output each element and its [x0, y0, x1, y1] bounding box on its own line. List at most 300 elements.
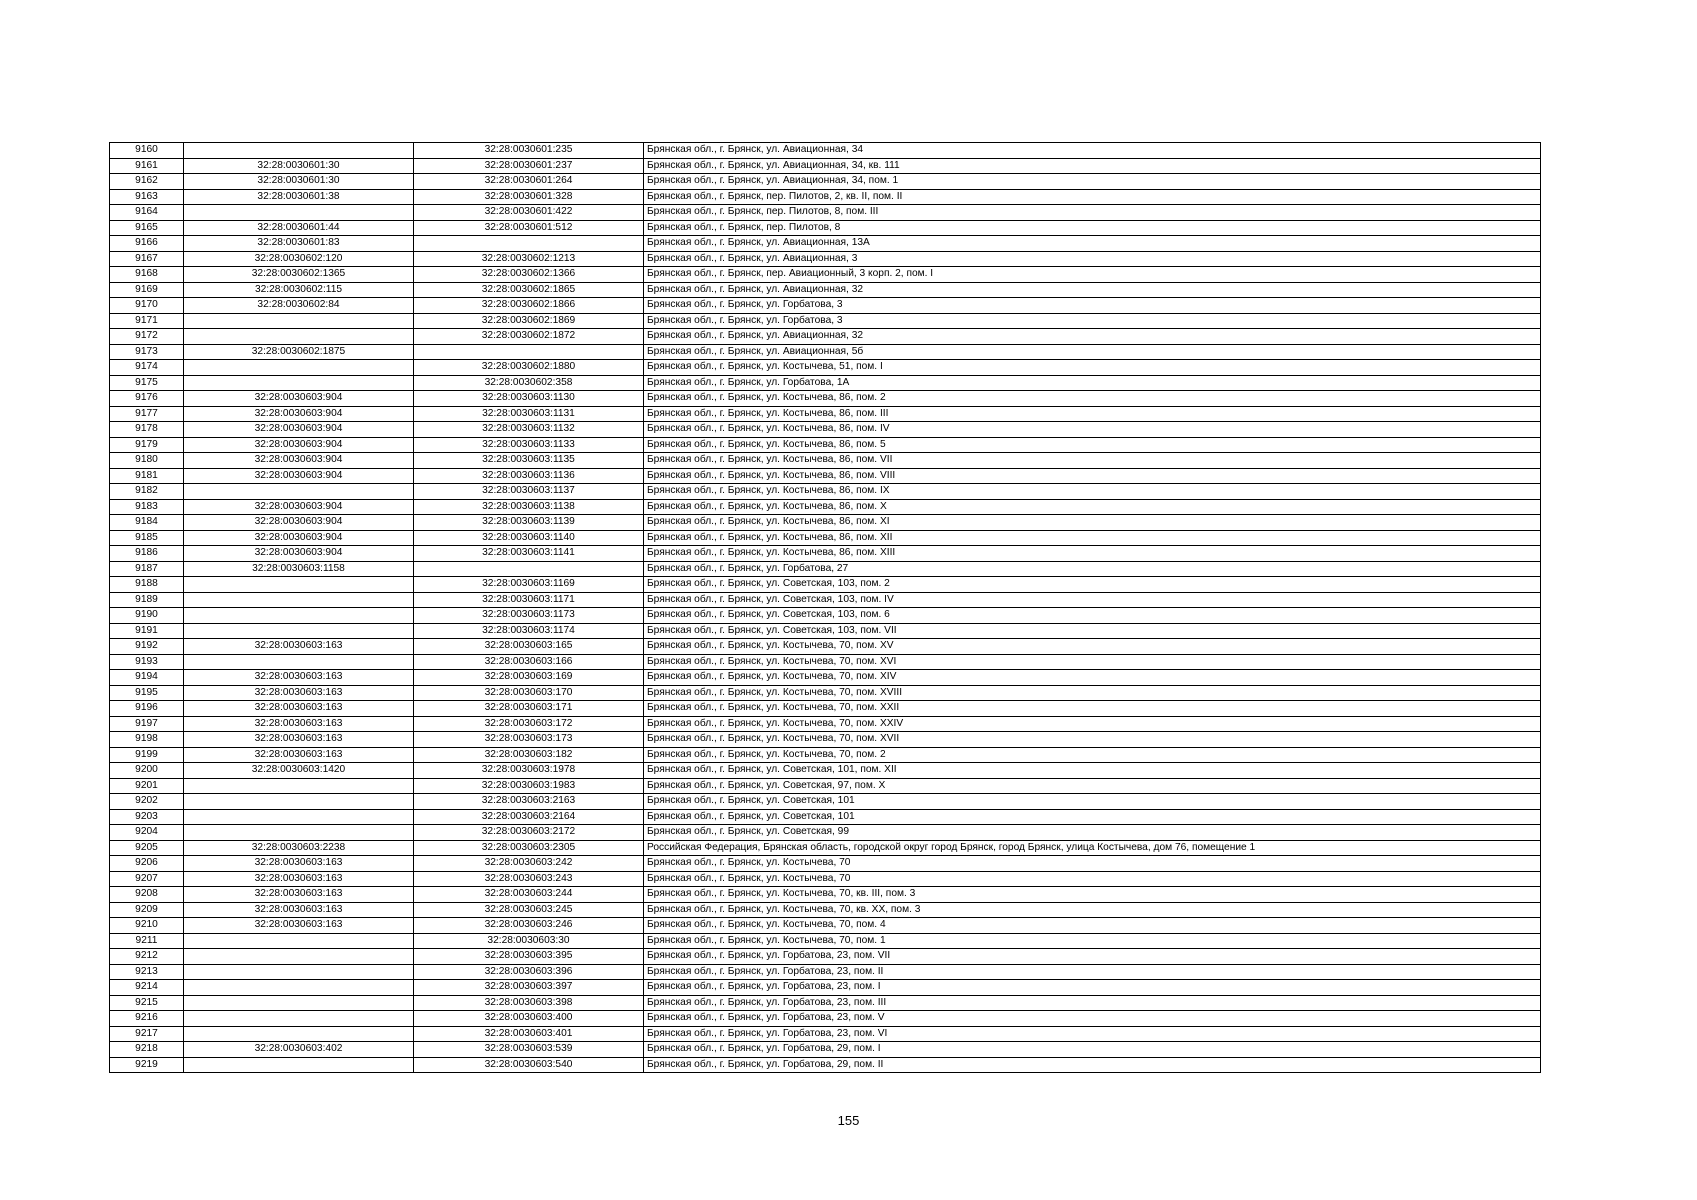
address-cell: Брянская обл., г. Брянск, ул. Костычева, 86, пом. VII [644, 453, 1541, 469]
table-row [110, 871, 1541, 887]
row-number-cell: 9177 [110, 406, 184, 422]
parent-cadastral-number-cell: 32:28:0030603:904 [184, 515, 414, 531]
row-number-cell: 9213 [110, 964, 184, 980]
row-number-cell: 9163 [110, 189, 184, 205]
row-number-cell: 9189 [110, 592, 184, 608]
cadastral-number-cell: 32:28:0030603:540 [414, 1057, 644, 1073]
parent-cadastral-number-cell: 32:28:0030601:38 [184, 189, 414, 205]
cadastral-number-cell: 32:28:0030603:173 [414, 732, 644, 748]
row-number-cell: 9164 [110, 205, 184, 221]
cadastral-number-cell: 32:28:0030603:172 [414, 716, 644, 732]
table-row [110, 701, 1541, 717]
cadastral-number-cell [414, 561, 644, 577]
row-number-cell: 9205 [110, 840, 184, 856]
table-row [110, 484, 1541, 500]
table-row [110, 763, 1541, 779]
row-number-cell: 9171 [110, 313, 184, 329]
table-row [110, 577, 1541, 593]
address-cell: Брянская обл., г. Брянск, ул. Костычева, 86, пом. IV [644, 422, 1541, 438]
parent-cadastral-number-cell: 32:28:0030603:163 [184, 639, 414, 655]
table-row [110, 732, 1541, 748]
cadastral-number-cell: 32:28:0030603:539 [414, 1042, 644, 1058]
row-number-cell: 9207 [110, 871, 184, 887]
table-row [110, 298, 1541, 314]
table-row [110, 980, 1541, 996]
parent-cadastral-number-cell: 32:28:0030603:163 [184, 747, 414, 763]
row-number-cell: 9202 [110, 794, 184, 810]
cadastral-number-cell: 32:28:0030602:1880 [414, 360, 644, 376]
parent-cadastral-number-cell: 32:28:0030602:120 [184, 251, 414, 267]
address-cell: Брянская обл., г. Брянск, ул. Советская, 103, пом. VII [644, 623, 1541, 639]
cadastral-number-cell: 32:28:0030603:395 [414, 949, 644, 965]
parent-cadastral-number-cell: 32:28:0030602:84 [184, 298, 414, 314]
parent-cadastral-number-cell: 32:28:0030603:1158 [184, 561, 414, 577]
cadastral-number-cell: 32:28:0030603:1130 [414, 391, 644, 407]
row-number-cell: 9196 [110, 701, 184, 717]
row-number-cell: 9192 [110, 639, 184, 655]
parent-cadastral-number-cell: 32:28:0030601:30 [184, 174, 414, 190]
address-cell: Брянская обл., г. Брянск, ул. Костычева, 70, пом. 2 [644, 747, 1541, 763]
parent-cadastral-number-cell [184, 949, 414, 965]
row-number-cell: 9209 [110, 902, 184, 918]
address-cell: Брянская обл., г. Брянск, ул. Советская, 103, пом. 6 [644, 608, 1541, 624]
table-row [110, 608, 1541, 624]
address-cell: Брянская обл., г. Брянск, ул. Советская, 97, пом. X [644, 778, 1541, 794]
parent-cadastral-number-cell [184, 360, 414, 376]
table-row [110, 375, 1541, 391]
row-number-cell: 9166 [110, 236, 184, 252]
parent-cadastral-number-cell [184, 1026, 414, 1042]
table-row [110, 902, 1541, 918]
address-cell: Брянская обл., г. Брянск, ул. Горбатова, 27 [644, 561, 1541, 577]
cadastral-number-cell: 32:28:0030603:2164 [414, 809, 644, 825]
cadastral-number-cell: 32:28:0030602:1869 [414, 313, 644, 329]
cadastral-number-cell: 32:28:0030603:246 [414, 918, 644, 934]
table-row [110, 515, 1541, 531]
table-row [110, 933, 1541, 949]
parent-cadastral-number-cell: 32:28:0030601:83 [184, 236, 414, 252]
cadastral-number-cell: 32:28:0030602:1872 [414, 329, 644, 345]
row-number-cell: 9197 [110, 716, 184, 732]
cadastral-number-cell [414, 236, 644, 252]
table-row [110, 205, 1541, 221]
table-row [110, 809, 1541, 825]
row-number-cell: 9200 [110, 763, 184, 779]
table-row [110, 499, 1541, 515]
parent-cadastral-number-cell [184, 794, 414, 810]
address-cell: Брянская обл., г. Брянск, ул. Костычева, 86, пом. XI [644, 515, 1541, 531]
parent-cadastral-number-cell [184, 964, 414, 980]
parent-cadastral-number-cell: 32:28:0030603:163 [184, 670, 414, 686]
row-number-cell: 9216 [110, 1011, 184, 1027]
row-number-cell: 9167 [110, 251, 184, 267]
parent-cadastral-number-cell: 32:28:0030602:1365 [184, 267, 414, 283]
address-cell: Брянская обл., г. Брянск, ул. Горбатова, 23, пом. VII [644, 949, 1541, 965]
parent-cadastral-number-cell: 32:28:0030603:904 [184, 530, 414, 546]
cadastral-number-cell: 32:28:0030602:1866 [414, 298, 644, 314]
address-cell: Брянская обл., г. Брянск, ул. Советская, 103, пом. 2 [644, 577, 1541, 593]
table-row [110, 840, 1541, 856]
parent-cadastral-number-cell: 32:28:0030603:163 [184, 716, 414, 732]
table-row [110, 174, 1541, 190]
address-cell: Брянская обл., г. Брянск, ул. Костычева, 70, пом. 4 [644, 918, 1541, 934]
address-cell: Брянская обл., г. Брянск, ул. Горбатова, 23, пом. I [644, 980, 1541, 996]
cadastral-number-cell: 32:28:0030603:1173 [414, 608, 644, 624]
address-cell: Брянская обл., г. Брянск, ул. Горбатова, 3 [644, 313, 1541, 329]
parent-cadastral-number-cell: 32:28:0030603:904 [184, 546, 414, 562]
address-cell: Брянская обл., г. Брянск, ул. Костычева, 86, пом. X [644, 499, 1541, 515]
row-number-cell: 9181 [110, 468, 184, 484]
parent-cadastral-number-cell: 32:28:0030603:163 [184, 918, 414, 934]
table-row [110, 406, 1541, 422]
parent-cadastral-number-cell: 32:28:0030603:904 [184, 422, 414, 438]
parent-cadastral-number-cell: 32:28:0030602:1875 [184, 344, 414, 360]
address-cell: Брянская обл., г. Брянск, ул. Костычева, 86, пом. XII [644, 530, 1541, 546]
row-number-cell: 9169 [110, 282, 184, 298]
row-number-cell: 9180 [110, 453, 184, 469]
table-row [110, 887, 1541, 903]
row-number-cell: 9174 [110, 360, 184, 376]
table-row [110, 964, 1541, 980]
parent-cadastral-number-cell: 32:28:0030603:904 [184, 453, 414, 469]
table-row [110, 530, 1541, 546]
table-row [110, 794, 1541, 810]
row-number-cell: 9217 [110, 1026, 184, 1042]
table-row [110, 747, 1541, 763]
parent-cadastral-number-cell: 32:28:0030603:163 [184, 887, 414, 903]
address-cell: Брянская обл., г. Брянск, ул. Костычева, 70 [644, 871, 1541, 887]
table-row [110, 422, 1541, 438]
table-row [110, 282, 1541, 298]
cadastral-number-cell: 32:28:0030603:244 [414, 887, 644, 903]
cadastral-number-cell: 32:28:0030603:1171 [414, 592, 644, 608]
parent-cadastral-number-cell: 32:28:0030603:904 [184, 468, 414, 484]
cadastral-number-cell: 32:28:0030603:1132 [414, 422, 644, 438]
address-cell: Брянская обл., г. Брянск, ул. Горбатова, 23, пом. III [644, 995, 1541, 1011]
parent-cadastral-number-cell [184, 995, 414, 1011]
row-number-cell: 9215 [110, 995, 184, 1011]
address-cell: Брянская обл., г. Брянск, ул. Костычева, 70, кв. XX, пом. 3 [644, 902, 1541, 918]
row-number-cell: 9208 [110, 887, 184, 903]
cadastral-number-cell: 32:28:0030603:2172 [414, 825, 644, 841]
table-row [110, 949, 1541, 965]
row-number-cell: 9199 [110, 747, 184, 763]
row-number-cell: 9195 [110, 685, 184, 701]
cadastral-number-cell: 32:28:0030603:1136 [414, 468, 644, 484]
cadastral-number-cell: 32:28:0030603:1978 [414, 763, 644, 779]
parent-cadastral-number-cell: 32:28:0030603:163 [184, 732, 414, 748]
row-number-cell: 9191 [110, 623, 184, 639]
parent-cadastral-number-cell [184, 577, 414, 593]
parent-cadastral-number-cell: 32:28:0030603:1420 [184, 763, 414, 779]
table-row [110, 670, 1541, 686]
parent-cadastral-number-cell [184, 825, 414, 841]
address-cell: Брянская обл., г. Брянск, ул. Костычева, 70, пом. 1 [644, 933, 1541, 949]
parent-cadastral-number-cell: 32:28:0030603:163 [184, 701, 414, 717]
address-cell: Брянская обл., г. Брянск, ул. Костычева, 70, кв. III, пом. 3 [644, 887, 1541, 903]
cadastral-number-cell: 32:28:0030603:166 [414, 654, 644, 670]
table-row [110, 313, 1541, 329]
table-row [110, 561, 1541, 577]
registry-table [109, 142, 1541, 1073]
table-row [110, 1011, 1541, 1027]
address-cell: Брянская обл., г. Брянск, ул. Костычева, 70 [644, 856, 1541, 872]
parent-cadastral-number-cell [184, 1011, 414, 1027]
address-cell: Брянская обл., г. Брянск, пер. Пилотов, 8 [644, 220, 1541, 236]
cadastral-number-cell: 32:28:0030602:1865 [414, 282, 644, 298]
row-number-cell: 9194 [110, 670, 184, 686]
parent-cadastral-number-cell [184, 143, 414, 159]
table-row [110, 1057, 1541, 1073]
row-number-cell: 9168 [110, 267, 184, 283]
address-cell: Брянская обл., г. Брянск, ул. Костычева, 70, пом. XXII [644, 701, 1541, 717]
parent-cadastral-number-cell: 32:28:0030603:904 [184, 499, 414, 515]
address-cell: Брянская обл., г. Брянск, ул. Авиационная, 13А [644, 236, 1541, 252]
address-cell: Брянская обл., г. Брянск, ул. Костычева, 70, пом. XVI [644, 654, 1541, 670]
cadastral-number-cell: 32:28:0030603:397 [414, 980, 644, 996]
cadastral-number-cell: 32:28:0030601:237 [414, 158, 644, 174]
cadastral-number-cell: 32:28:0030602:1213 [414, 251, 644, 267]
row-number-cell: 9179 [110, 437, 184, 453]
parent-cadastral-number-cell [184, 654, 414, 670]
cadastral-number-cell: 32:28:0030601:512 [414, 220, 644, 236]
cadastral-number-cell: 32:28:0030603:1135 [414, 453, 644, 469]
address-cell: Брянская обл., г. Брянск, ул. Горбатова, 29, пом. I [644, 1042, 1541, 1058]
address-cell: Брянская обл., г. Брянск, ул. Авиационная, 3 [644, 251, 1541, 267]
address-cell: Российская Федерация, Брянская область, городской округ город Брянск, город Брянск, улица Костычева, дом 76, помещение 1 [644, 840, 1541, 856]
parent-cadastral-number-cell: 32:28:0030601:44 [184, 220, 414, 236]
parent-cadastral-number-cell [184, 484, 414, 500]
address-cell: Брянская обл., г. Брянск, ул. Горбатова, 1А [644, 375, 1541, 391]
row-number-cell: 9204 [110, 825, 184, 841]
row-number-cell: 9162 [110, 174, 184, 190]
cadastral-number-cell: 32:28:0030603:1133 [414, 437, 644, 453]
row-number-cell: 9184 [110, 515, 184, 531]
row-number-cell: 9190 [110, 608, 184, 624]
cadastral-number-cell: 32:28:0030603:182 [414, 747, 644, 763]
parent-cadastral-number-cell: 32:28:0030603:163 [184, 871, 414, 887]
address-cell: Брянская обл., г. Брянск, ул. Костычева, 70, пом. XIV [644, 670, 1541, 686]
table-row [110, 143, 1541, 159]
row-number-cell: 9210 [110, 918, 184, 934]
table-row [110, 716, 1541, 732]
row-number-cell: 9188 [110, 577, 184, 593]
row-number-cell: 9193 [110, 654, 184, 670]
address-cell: Брянская обл., г. Брянск, ул. Советская, 99 [644, 825, 1541, 841]
address-cell: Брянская обл., г. Брянск, ул. Костычева, 86, пом. IX [644, 484, 1541, 500]
address-cell: Брянская обл., г. Брянск, пер. Пилотов, 8, пом. III [644, 205, 1541, 221]
cadastral-number-cell: 32:28:0030603:1169 [414, 577, 644, 593]
table-row [110, 453, 1541, 469]
row-number-cell: 9187 [110, 561, 184, 577]
address-cell: Брянская обл., г. Брянск, ул. Костычева, 86, пом. 5 [644, 437, 1541, 453]
table-row [110, 251, 1541, 267]
address-cell: Брянская обл., г. Брянск, ул. Авиационная, 32 [644, 329, 1541, 345]
cadastral-number-cell: 32:28:0030601:422 [414, 205, 644, 221]
address-cell: Брянская обл., г. Брянск, ул. Костычева, 70, пом. XXIV [644, 716, 1541, 732]
parent-cadastral-number-cell: 32:28:0030603:904 [184, 437, 414, 453]
table-row [110, 220, 1541, 236]
parent-cadastral-number-cell [184, 205, 414, 221]
cadastral-number-cell [414, 344, 644, 360]
table-row [110, 344, 1541, 360]
table-row [110, 592, 1541, 608]
row-number-cell: 9165 [110, 220, 184, 236]
table-row [110, 468, 1541, 484]
cadastral-number-cell: 32:28:0030603:1137 [414, 484, 644, 500]
table-row [110, 778, 1541, 794]
row-number-cell: 9211 [110, 933, 184, 949]
cadastral-number-cell: 32:28:0030601:264 [414, 174, 644, 190]
cadastral-number-cell: 32:28:0030603:400 [414, 1011, 644, 1027]
cadastral-number-cell: 32:28:0030603:242 [414, 856, 644, 872]
table-row [110, 189, 1541, 205]
parent-cadastral-number-cell [184, 313, 414, 329]
address-cell: Брянская обл., г. Брянск, ул. Костычева, 70, пом. XVIII [644, 685, 1541, 701]
cadastral-number-cell: 32:28:0030602:358 [414, 375, 644, 391]
row-number-cell: 9214 [110, 980, 184, 996]
address-cell: Брянская обл., г. Брянск, ул. Горбатова, 23, пом. V [644, 1011, 1541, 1027]
row-number-cell: 9203 [110, 809, 184, 825]
address-cell: Брянская обл., г. Брянск, ул. Костычева, 86, пом. XIII [644, 546, 1541, 562]
address-cell: Брянская обл., г. Брянск, ул. Горбатова, 23, пом. VI [644, 1026, 1541, 1042]
row-number-cell: 9198 [110, 732, 184, 748]
cadastral-number-cell: 32:28:0030603:1138 [414, 499, 644, 515]
address-cell: Брянская обл., г. Брянск, ул. Горбатова, 3 [644, 298, 1541, 314]
cadastral-number-cell: 32:28:0030603:2305 [414, 840, 644, 856]
parent-cadastral-number-cell: 32:28:0030603:163 [184, 685, 414, 701]
cadastral-number-cell: 32:28:0030603:401 [414, 1026, 644, 1042]
parent-cadastral-number-cell: 32:28:0030601:30 [184, 158, 414, 174]
parent-cadastral-number-cell [184, 623, 414, 639]
parent-cadastral-number-cell: 32:28:0030603:2238 [184, 840, 414, 856]
cadastral-number-cell: 32:28:0030603:169 [414, 670, 644, 686]
table-row [110, 360, 1541, 376]
address-cell: Брянская обл., г. Брянск, ул. Авиационная, 34, кв. 111 [644, 158, 1541, 174]
cadastral-number-cell: 32:28:0030603:1983 [414, 778, 644, 794]
address-cell: Брянская обл., г. Брянск, ул. Костычева, 86, пом. VIII [644, 468, 1541, 484]
cadastral-number-cell: 32:28:0030603:1141 [414, 546, 644, 562]
page-number: 155 [837, 1113, 860, 1128]
table-row [110, 546, 1541, 562]
row-number-cell: 9175 [110, 375, 184, 391]
row-number-cell: 9173 [110, 344, 184, 360]
table-row [110, 995, 1541, 1011]
cadastral-number-cell: 32:28:0030603:1139 [414, 515, 644, 531]
parent-cadastral-number-cell [184, 778, 414, 794]
cadastral-number-cell: 32:28:0030603:171 [414, 701, 644, 717]
row-number-cell: 9206 [110, 856, 184, 872]
address-cell: Брянская обл., г. Брянск, ул. Авиационная, 34, пом. 1 [644, 174, 1541, 190]
address-cell: Брянская обл., г. Брянск, пер. Пилотов, 2, кв. II, пом. II [644, 189, 1541, 205]
row-number-cell: 9186 [110, 546, 184, 562]
cadastral-number-cell: 32:28:0030601:328 [414, 189, 644, 205]
registry-table-body [110, 143, 1541, 1073]
table-row [110, 1042, 1541, 1058]
address-cell: Брянская обл., г. Брянск, ул. Авиационная, 34 [644, 143, 1541, 159]
cadastral-number-cell: 32:28:0030603:398 [414, 995, 644, 1011]
address-cell: Брянская обл., г. Брянск, ул. Советская, 101, пом. XII [644, 763, 1541, 779]
cadastral-number-cell: 32:28:0030603:1140 [414, 530, 644, 546]
address-cell: Брянская обл., г. Брянск, ул. Советская, 101 [644, 794, 1541, 810]
address-cell: Брянская обл., г. Брянск, ул. Костычева, 51, пом. I [644, 360, 1541, 376]
address-cell: Брянская обл., г. Брянск, ул. Советская, 101 [644, 809, 1541, 825]
parent-cadastral-number-cell: 32:28:0030603:163 [184, 856, 414, 872]
parent-cadastral-number-cell: 32:28:0030603:904 [184, 391, 414, 407]
row-number-cell: 9176 [110, 391, 184, 407]
address-cell: Брянская обл., г. Брянск, ул. Костычева, 70, пом. XVII [644, 732, 1541, 748]
address-cell: Брянская обл., г. Брянск, ул. Горбатова, 29, пом. II [644, 1057, 1541, 1073]
parent-cadastral-number-cell [184, 375, 414, 391]
parent-cadastral-number-cell: 32:28:0030603:163 [184, 902, 414, 918]
address-cell: Брянская обл., г. Брянск, ул. Костычева, 86, пом. 2 [644, 391, 1541, 407]
row-number-cell: 9170 [110, 298, 184, 314]
row-number-cell: 9160 [110, 143, 184, 159]
address-cell: Брянская обл., г. Брянск, ул. Горбатова, 23, пом. II [644, 964, 1541, 980]
cadastral-number-cell: 32:28:0030602:1366 [414, 267, 644, 283]
address-cell: Брянская обл., г. Брянск, ул. Авиационная, 32 [644, 282, 1541, 298]
row-number-cell: 9183 [110, 499, 184, 515]
table-row [110, 825, 1541, 841]
address-cell: Брянская обл., г. Брянск, ул. Советская, 103, пом. IV [644, 592, 1541, 608]
parent-cadastral-number-cell [184, 1057, 414, 1073]
row-number-cell: 9201 [110, 778, 184, 794]
row-number-cell: 9218 [110, 1042, 184, 1058]
address-cell: Брянская обл., г. Брянск, пер. Авиационный, 3 корп. 2, пом. I [644, 267, 1541, 283]
row-number-cell: 9182 [110, 484, 184, 500]
parent-cadastral-number-cell [184, 329, 414, 345]
table-row [110, 1026, 1541, 1042]
row-number-cell: 9219 [110, 1057, 184, 1073]
parent-cadastral-number-cell: 32:28:0030603:904 [184, 406, 414, 422]
table-row [110, 391, 1541, 407]
table-row [110, 329, 1541, 345]
parent-cadastral-number-cell [184, 933, 414, 949]
cadastral-number-cell: 32:28:0030601:235 [414, 143, 644, 159]
address-cell: Брянская обл., г. Брянск, ул. Костычева, 70, пом. XV [644, 639, 1541, 655]
cadastral-number-cell: 32:28:0030603:165 [414, 639, 644, 655]
cadastral-number-cell: 32:28:0030603:2163 [414, 794, 644, 810]
row-number-cell: 9185 [110, 530, 184, 546]
address-cell: Брянская обл., г. Брянск, ул. Костычева, 86, пом. III [644, 406, 1541, 422]
parent-cadastral-number-cell: 32:28:0030603:402 [184, 1042, 414, 1058]
table-row [110, 267, 1541, 283]
parent-cadastral-number-cell [184, 980, 414, 996]
table-row [110, 856, 1541, 872]
table-row [110, 654, 1541, 670]
parent-cadastral-number-cell [184, 809, 414, 825]
parent-cadastral-number-cell: 32:28:0030602:115 [184, 282, 414, 298]
table-row [110, 437, 1541, 453]
row-number-cell: 9172 [110, 329, 184, 345]
parent-cadastral-number-cell [184, 592, 414, 608]
table-row [110, 236, 1541, 252]
table-row [110, 158, 1541, 174]
parent-cadastral-number-cell [184, 608, 414, 624]
table-row [110, 639, 1541, 655]
cadastral-number-cell: 32:28:0030603:245 [414, 902, 644, 918]
address-cell: Брянская обл., г. Брянск, ул. Авиационная, 5б [644, 344, 1541, 360]
cadastral-number-cell: 32:28:0030603:396 [414, 964, 644, 980]
table-row [110, 918, 1541, 934]
row-number-cell: 9161 [110, 158, 184, 174]
cadastral-number-cell: 32:28:0030603:1131 [414, 406, 644, 422]
table-row [110, 685, 1541, 701]
cadastral-number-cell: 32:28:0030603:170 [414, 685, 644, 701]
table-row [110, 623, 1541, 639]
cadastral-number-cell: 32:28:0030603:1174 [414, 623, 644, 639]
row-number-cell: 9178 [110, 422, 184, 438]
